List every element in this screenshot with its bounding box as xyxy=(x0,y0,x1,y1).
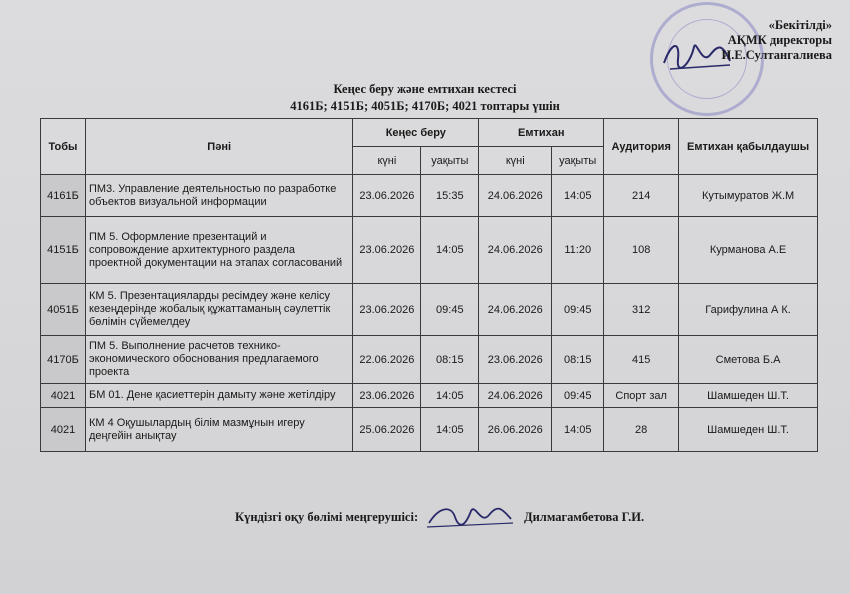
row-subject: КМ 4 Оқушылардың білім мазмұнын игеру деңгейін анықтау xyxy=(85,408,352,452)
footer-label: Күндізгі оқу бөлімі меңгерушісі: xyxy=(235,510,419,524)
header-room: Аудитория xyxy=(604,119,679,175)
row-examiner: Сметова Б.А xyxy=(679,336,818,384)
header-cons-date: күні xyxy=(353,147,421,175)
row-exam-time: 08:15 xyxy=(552,336,604,384)
row-room: Спорт зал xyxy=(604,384,679,408)
row-exam-date: 26.06.2026 xyxy=(479,408,552,452)
table-row xyxy=(41,384,818,408)
footer-name: Дилмагамбетова Г.И. xyxy=(524,510,645,524)
row-examiner: Шамшеден Ш.Т. xyxy=(679,408,818,452)
row-group: 4021 xyxy=(41,384,86,408)
head-signature xyxy=(425,497,520,533)
row-cons-date: 23.06.2026 xyxy=(353,217,421,284)
table-row xyxy=(41,175,818,217)
row-cons-time: 09:45 xyxy=(421,284,479,336)
row-group: 4170Б xyxy=(41,336,86,384)
row-exam-date: 24.06.2026 xyxy=(479,284,552,336)
header-consultation: Кеңес беру xyxy=(353,119,479,147)
row-exam-date: 24.06.2026 xyxy=(479,384,552,408)
table-row xyxy=(41,217,818,284)
row-examiner: Курманова А.Е xyxy=(679,217,818,284)
header-exam: Емтихан xyxy=(479,119,604,147)
row-subject: ПМ 5. Выполнение расчетов технико-экономического обоснования предлагаемого проекта xyxy=(85,336,352,384)
approval-line-3: И.Е.Султангалиева xyxy=(721,48,832,62)
row-exam-time: 09:45 xyxy=(552,384,604,408)
row-subject: КМ 5. Презентацияларды ресімдеу және келісу кезеңдерінде жобалық құжаттаманың сәулеттік бөлімін сүйемелдеу xyxy=(85,284,352,336)
table-row xyxy=(41,284,818,336)
header-exam-date: күні xyxy=(479,147,552,175)
header-group: Тобы xyxy=(41,119,86,175)
table-row xyxy=(41,336,818,384)
row-subject: ПМ 5. Оформление презентаций и сопровождение архитектурного раздела проектной документации на этапах согласований xyxy=(85,217,352,284)
row-cons-time: 15:35 xyxy=(421,175,479,217)
document-title: Кеңес беру және емтихан кестесі xyxy=(333,82,517,96)
row-room: 312 xyxy=(604,284,679,336)
row-exam-date: 24.06.2026 xyxy=(479,175,552,217)
row-subject: БМ 01. Дене қасиеттерін дамыту және жетілдіру xyxy=(85,384,352,408)
row-exam-time: 09:45 xyxy=(552,284,604,336)
row-group: 4051Б xyxy=(41,284,86,336)
row-room: 108 xyxy=(604,217,679,284)
row-cons-time: 14:05 xyxy=(421,408,479,452)
row-group: 4161Б xyxy=(41,175,86,217)
row-cons-date: 23.06.2026 xyxy=(353,175,421,217)
row-examiner: Гарифулина А К. xyxy=(679,284,818,336)
row-examiner: Кутымуратов Ж.М xyxy=(679,175,818,217)
approval-line-2: АҚМК директоры xyxy=(727,33,832,47)
row-exam-time: 14:05 xyxy=(552,175,604,217)
schedule-table xyxy=(40,118,818,452)
row-examiner: Шамшеден Ш.Т. xyxy=(679,384,818,408)
row-exam-time: 11:20 xyxy=(552,217,604,284)
row-cons-date: 23.06.2026 xyxy=(353,384,421,408)
row-group: 4151Б xyxy=(41,217,86,284)
approval-block xyxy=(721,18,832,63)
header-exam-time: уақыты xyxy=(552,147,604,175)
row-room: 28 xyxy=(604,408,679,452)
table-row xyxy=(41,408,818,452)
row-subject: ПМ3. Управление деятельностью по разработке объектов визуальной информации xyxy=(85,175,352,217)
row-exam-time: 14:05 xyxy=(552,408,604,452)
row-cons-date: 25.06.2026 xyxy=(353,408,421,452)
header-subject: Пәні xyxy=(85,119,352,175)
row-exam-date: 23.06.2026 xyxy=(479,336,552,384)
row-group: 4021 xyxy=(41,408,86,452)
row-cons-time: 08:15 xyxy=(421,336,479,384)
row-room: 415 xyxy=(604,336,679,384)
row-cons-time: 14:05 xyxy=(421,384,479,408)
row-cons-time: 14:05 xyxy=(421,217,479,284)
header-cons-time: уақыты xyxy=(421,147,479,175)
approval-line-1: «Бекітілді» xyxy=(768,18,832,32)
row-cons-date: 23.06.2026 xyxy=(353,284,421,336)
header-examiner: Емтихан қабылдаушы xyxy=(679,119,818,175)
row-room: 214 xyxy=(604,175,679,217)
row-cons-date: 22.06.2026 xyxy=(353,336,421,384)
row-exam-date: 24.06.2026 xyxy=(479,217,552,284)
document-subtitle: 4161Б; 4151Б; 4051Б; 4170Б; 4021 топтары үшін xyxy=(290,99,560,113)
